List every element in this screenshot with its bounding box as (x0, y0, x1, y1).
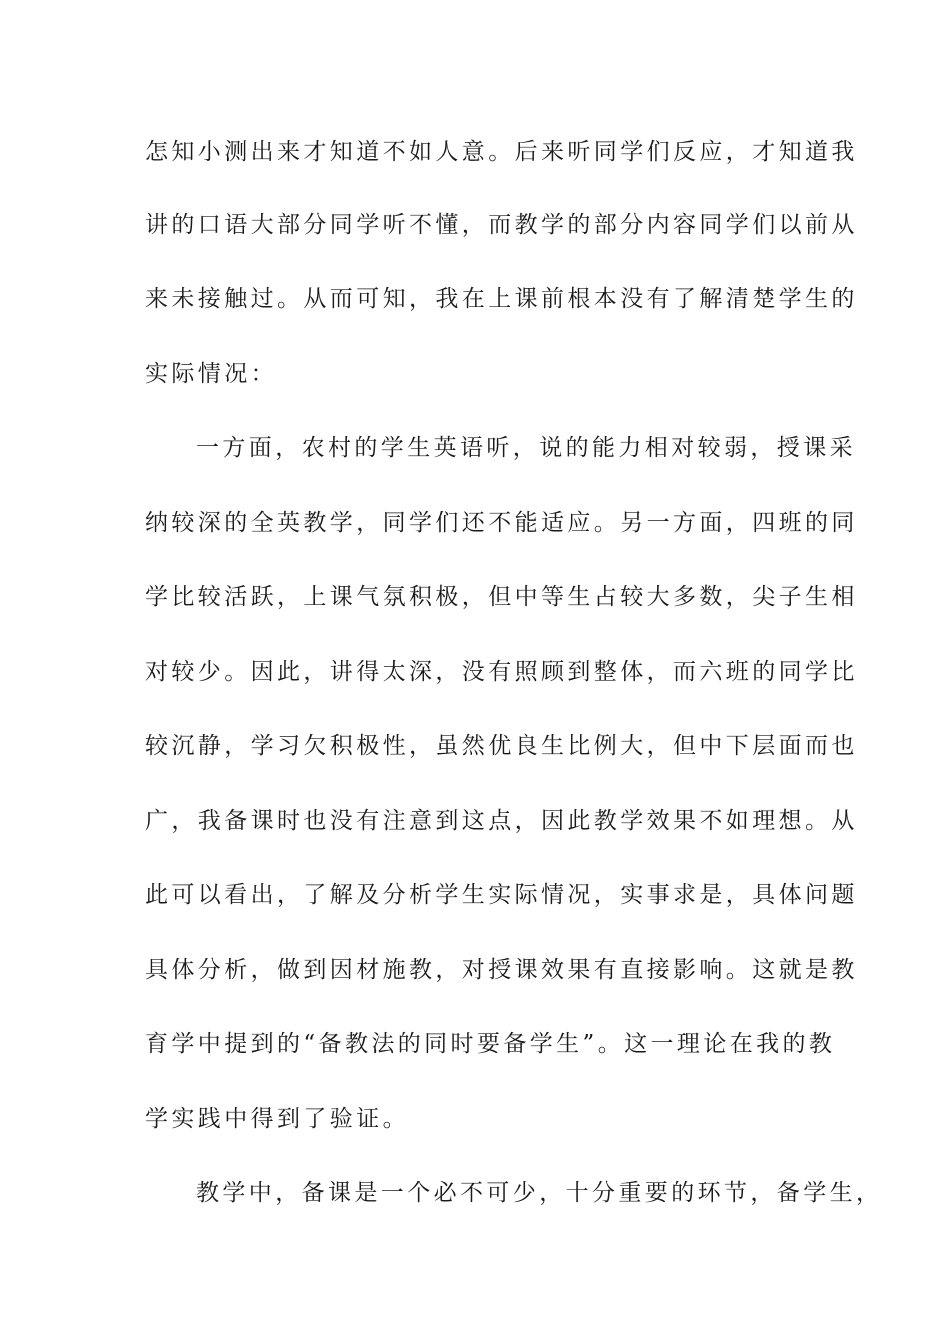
text-line: 较沉静，学习欠积极性，虽然优良生比例大，但中下层面而也 (145, 733, 858, 759)
text-line: 讲的口语大部分同学听不懂，而教学的部分内容同学们以前从 (145, 212, 858, 238)
text-line: 对较少。因此，讲得太深，没有照顾到整体，而六班的同学比 (145, 659, 858, 685)
paragraph-first-line: 教学中，备课是一个必不可少，十分重要的环节，备学生， (196, 1180, 883, 1206)
text-line: 此可以看出，了解及分析学生实际情况，实事求是，具体问题 (145, 882, 858, 908)
text-line: 怎知小测出来才知道不如人意。后来听同学们反应，才知道我 (145, 139, 858, 165)
paragraph-first-line: 一方面，农村的学生英语听，说的能力相对较弱，授课采 (196, 435, 856, 461)
text-line: 纳较深的全英教学，同学们还不能适应。另一方面，四班的同 (145, 510, 858, 536)
text-line: 实际情况： (145, 361, 277, 387)
text-line: 学实践中得到了验证。 (145, 1106, 409, 1132)
text-line: 具体分析，做到因材施教，对授课效果有直接影响。这就是教 (145, 957, 858, 983)
text-line: 来未接触过。从而可知，我在上课前根本没有了解清楚学生的 (145, 286, 858, 312)
text-line: 学比较活跃，上课气氛积极，但中等生占较大多数，尖子生相 (145, 584, 858, 610)
text-line: 广，我备课时也没有注意到这点，因此教学效果不如理想。从 (145, 808, 858, 834)
text-line: 育学中提到的“备教法的同时要备学生”。这一理论在我的教 (145, 1031, 836, 1057)
